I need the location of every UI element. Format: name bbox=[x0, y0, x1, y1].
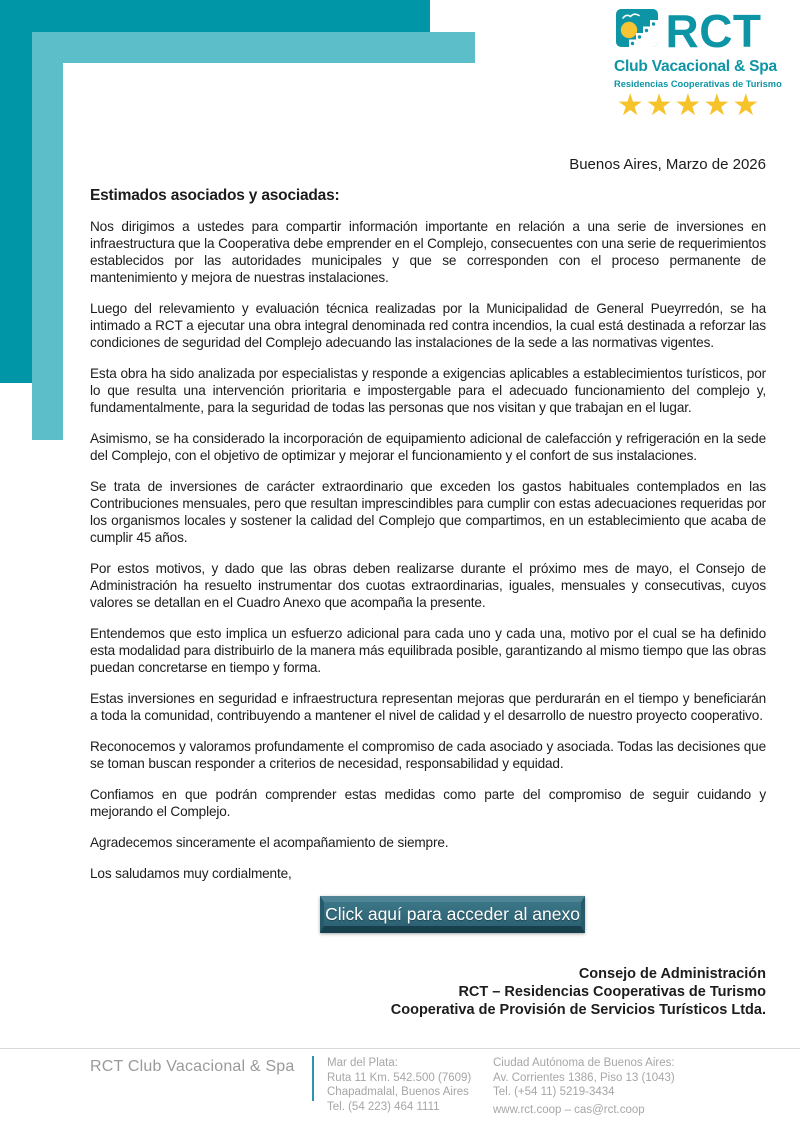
footer bbox=[90, 1056, 675, 1117]
letter-paragraph: Por estos motivos, y dado que las obras deben realizarse durante el próximo mes de mayo, el Consejo de Administración ha resuelto instrumentar dos cuotas extraordinarias, iguales, mensuales y consecutivas, cuyos valores se detallan en el Cuadro Anexo que acompaña la presente. bbox=[90, 561, 766, 610]
footer-divider-line bbox=[0, 1048, 800, 1049]
logo-wordmark: RCT bbox=[665, 5, 762, 58]
letter-paragraph: Esta obra ha sido analizada por especialistas y responde a exigencias aplicables a establecimientos turísticos, por lo que resulta una intervención prioritaria e impostergable para el adecuado funcionamiento del complejo y, fundamentalmente, para la seguridad de todas las personas que nos visitan y que trabajan en el lugar. bbox=[90, 366, 766, 415]
letter-content bbox=[90, 157, 766, 1019]
signature-line: Consejo de Administración bbox=[578, 966, 766, 982]
letter-paragraph: Asimismo, se ha considerado la incorporación de equipamiento adicional de calefacción y refrigeración en la sede del Complejo, con el objetivo de optimizar y mejorar el funcionamiento y el confort de sus instalaciones. bbox=[90, 431, 766, 463]
logo-tagline: Residencias Cooperativas de Turismo bbox=[614, 79, 782, 89]
footer-address-line: Mar del Plata: bbox=[327, 1057, 398, 1069]
greeting: Estimados asociados y asociadas: bbox=[90, 187, 340, 204]
letter-paragraph: Nos dirigimos a ustedes para compartir información importante en relación a una serie de inversiones en infraestructura que la Cooperativa debe emprender en el Complejo, consecuentes con una serie de requerimientos establecidos por las autoridades municipales y que se corresponden con el proceso permanente de mantenimiento y mejora de nuestras instalaciones. bbox=[90, 219, 766, 285]
letter-paragraph: Los saludamos muy cordialmente, bbox=[90, 866, 292, 881]
letter-paragraph: Entendemos que esto implica un esfuerzo adicional para cada uno y cada una, motivo por el cual se ha definido esta modalidad para distribuirlo de la manera más equilibrada posible, garantizando al mismo tiempo que las obras puedan concretarse en tiempo y forma. bbox=[90, 626, 766, 675]
signature-block bbox=[90, 965, 766, 1019]
footer-ba-lines bbox=[493, 1056, 675, 1100]
footer-vertical-rule bbox=[312, 1056, 314, 1101]
letter-paragraph: Reconocemos y valoramos profundamente el compromiso de cada asociado y asociada. Todas las decisiones que se toman buscan responder a criterios de necesidad, responsabilidad y equidad. bbox=[90, 739, 766, 771]
footer-address-line: Tel. (54 223) 464 1111 bbox=[327, 1100, 440, 1113]
letter-paragraph: Confiamos en que podrán comprender estas medidas como parte del compromiso de seguir cuidando y mejorando el Complejo. bbox=[90, 787, 766, 819]
footer-address-line: Chapadmalal, Buenos Aires bbox=[327, 1086, 469, 1098]
footer-address-line: Ruta 11 Km. 542.500 (7609) bbox=[327, 1071, 472, 1084]
five-stars-icon: ★★★★★ bbox=[616, 89, 762, 122]
footer-buenos-aires bbox=[493, 1056, 675, 1117]
footer-address-line: Av. Corrientes 1386, Piso 13 (1043) bbox=[493, 1071, 675, 1084]
footer-brand: RCT Club Vacacional & Spa bbox=[90, 1058, 295, 1075]
signature-line: RCT – Residencias Cooperativas de Turismo bbox=[458, 984, 766, 1000]
rct-logo bbox=[614, 5, 782, 122]
logo-subtitle: Club Vacacional & Spa bbox=[614, 58, 777, 75]
footer-address-line: Ciudad Autónoma de Buenos Aires: bbox=[493, 1057, 675, 1069]
rct-logo-icon bbox=[616, 9, 658, 52]
annex-link-button[interactable]: Click aquí para acceder al anexo bbox=[320, 896, 585, 933]
letter-paragraph: Luego del relevamiento y evaluación técnica realizadas por la Municipalidad de General Pueyrredón, se ha intimado a RCT a ejecutar una obra integral denominada red contra incendios, la cual está destinada a reforzar las condiciones de seguridad del Complejo adecuando las instalaciones de la sede a las normativas vigentes. bbox=[90, 301, 766, 350]
footer-website: www.rct.coop – cas@rct.coop bbox=[493, 1103, 645, 1116]
footer-mar-del-plata bbox=[327, 1056, 475, 1114]
letter-paragraph: Se trata de inversiones de carácter extraordinario que exceden los gastos habituales contemplados en las Contribuciones mensuales, pero que resultan imprescindibles para cumplir con estas adecuaciones requeridas por los organismos locales y sostener la calidad del Complejo que compartimos, en un establecimiento que acaba de cumplir 45 años. bbox=[90, 479, 766, 545]
signature-line: Cooperativa de Provisión de Servicios Turísticos Ltda. bbox=[390, 1002, 766, 1018]
letter-paragraph: Agradecemos sinceramente el acompañamiento de siempre. bbox=[90, 835, 449, 850]
letter-paragraph: Estas inversiones en seguridad e infraestructura representan mejoras que perdurarán en el tiempo y beneficiarán a toda la comunidad, contribuyendo a mantener el nivel de calidad y el desarrollo de nuestro proyecto cooperativo. bbox=[90, 691, 766, 723]
footer-address-line: Tel. (+54 11) 5219-3434 bbox=[493, 1086, 615, 1098]
letter-paragraphs bbox=[90, 218, 766, 882]
date-line: Buenos Aires, Marzo de 2026 bbox=[569, 156, 766, 173]
annex-button-row bbox=[90, 896, 766, 933]
